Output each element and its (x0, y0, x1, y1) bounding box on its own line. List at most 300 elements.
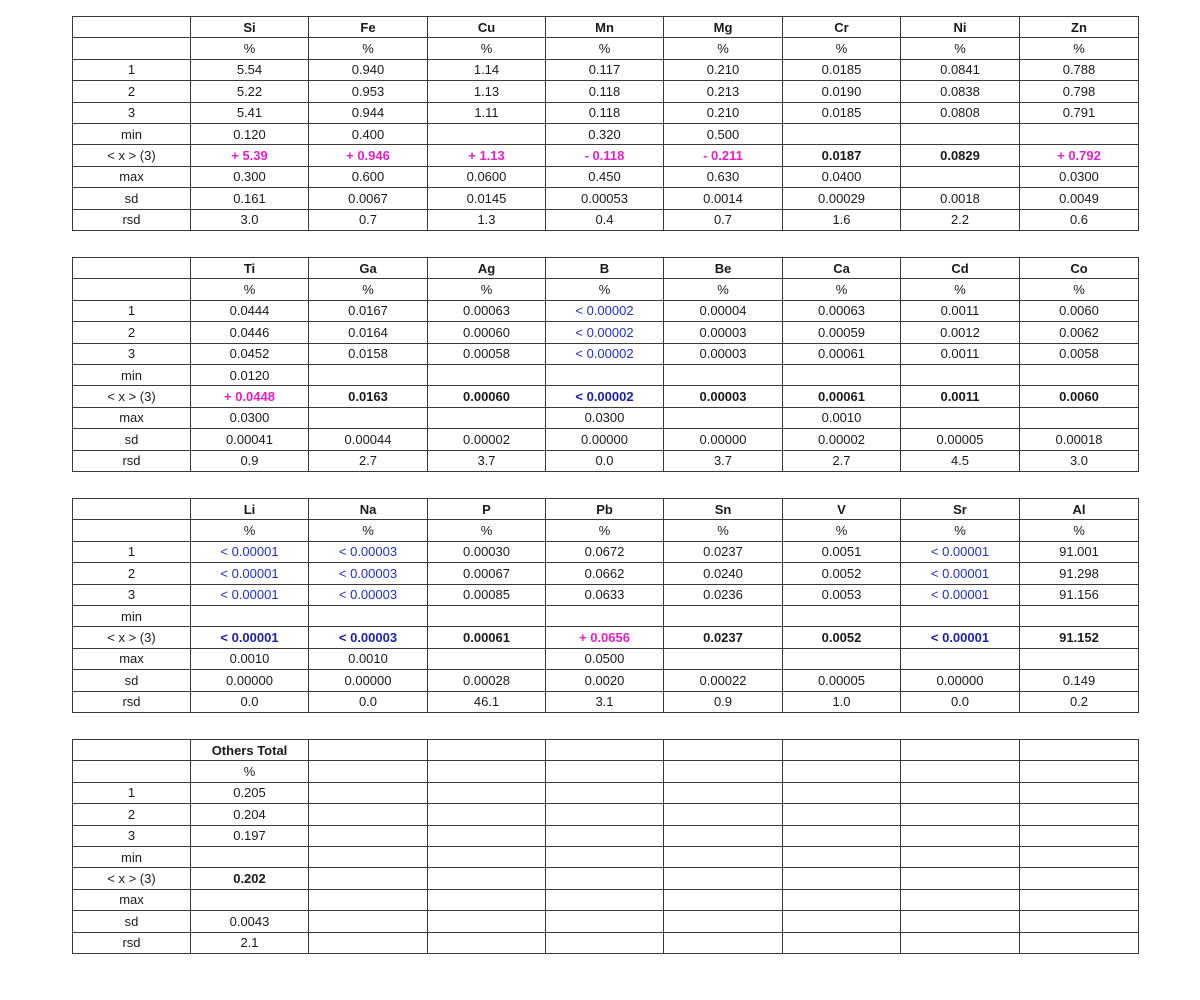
value-cell (309, 889, 428, 910)
element-name: V (783, 499, 901, 520)
row-label: max (73, 166, 191, 187)
table-row (73, 429, 1139, 450)
value-cell: 0.117 (546, 59, 664, 80)
element-header-row (73, 258, 1139, 279)
value-cell: 0.450 (546, 166, 664, 187)
value-cell: 3.7 (664, 450, 783, 471)
unit-label: % (428, 279, 546, 300)
value-cell: 0.00000 (546, 429, 664, 450)
element-name: Be (664, 258, 783, 279)
value-cell: 0.0185 (783, 59, 901, 80)
value-cell (546, 804, 664, 825)
row-label: 1 (73, 782, 191, 803)
value-cell (428, 648, 546, 669)
row-label: sd (73, 911, 191, 932)
unit-label: % (191, 520, 309, 541)
table-row (73, 846, 1139, 867)
unit-row (73, 761, 1139, 782)
element-header-row (73, 740, 1139, 761)
unit-label: % (546, 279, 664, 300)
value-cell: 0.00028 (428, 670, 546, 691)
value-cell (783, 846, 901, 867)
value-cell: 0.0012 (901, 322, 1020, 343)
value-cell: 0.00003 (664, 343, 783, 364)
value-cell (309, 825, 428, 846)
value-cell (901, 911, 1020, 932)
row-label: sd (73, 188, 191, 209)
value-cell: 0.9 (664, 691, 783, 712)
value-cell: 0.149 (1020, 670, 1139, 691)
value-cell: 0.7 (664, 209, 783, 230)
value-cell: 3.0 (191, 209, 309, 230)
element-name (546, 740, 664, 761)
value-cell: 4.5 (901, 450, 1020, 471)
value-cell (428, 825, 546, 846)
value-cell: 0.00067 (428, 563, 546, 584)
row-label (73, 740, 191, 761)
table-row (73, 804, 1139, 825)
unit-label (783, 761, 901, 782)
value-cell: 0.0010 (309, 648, 428, 669)
row-label: rsd (73, 450, 191, 471)
unit-label: % (191, 279, 309, 300)
row-label: 2 (73, 81, 191, 102)
element-name: Sn (664, 499, 783, 520)
unit-label: % (901, 520, 1020, 541)
value-cell (783, 868, 901, 889)
value-cell: 0.0240 (664, 563, 783, 584)
value-cell: < 0.00002 (546, 343, 664, 364)
table-row (73, 648, 1139, 669)
value-cell: 0.0838 (901, 81, 1020, 102)
value-cell: 0.0163 (309, 386, 428, 407)
element-name: Others Total (191, 740, 309, 761)
unit-label: % (546, 520, 664, 541)
value-cell: 0.0672 (546, 541, 664, 562)
value-cell: 0.798 (1020, 81, 1139, 102)
value-cell: + 1.13 (428, 145, 546, 166)
element-name: Pb (546, 499, 664, 520)
element-name: Ca (783, 258, 901, 279)
value-cell (901, 123, 1020, 144)
table-row (73, 300, 1139, 321)
element-name: B (546, 258, 664, 279)
value-cell (546, 868, 664, 889)
table-row (73, 584, 1139, 605)
value-cell: 0.00003 (664, 322, 783, 343)
value-cell: 0.0300 (191, 407, 309, 428)
value-cell: 0.0062 (1020, 322, 1139, 343)
row-label (73, 761, 191, 782)
value-cell: 0.00063 (783, 300, 901, 321)
value-cell (1020, 868, 1139, 889)
value-cell (1020, 846, 1139, 867)
row-label: sd (73, 670, 191, 691)
value-cell: - 0.211 (664, 145, 783, 166)
table-row (73, 782, 1139, 803)
value-cell: 1.11 (428, 102, 546, 123)
table-row (73, 691, 1139, 712)
value-cell: 0.0052 (783, 563, 901, 584)
row-label: 3 (73, 343, 191, 364)
value-cell: 0.0452 (191, 343, 309, 364)
value-cell (1020, 889, 1139, 910)
unit-label: % (664, 38, 783, 59)
value-cell (428, 868, 546, 889)
unit-label: % (191, 38, 309, 59)
unit-label: % (191, 761, 309, 782)
value-cell: 0.0052 (783, 627, 901, 648)
value-cell (428, 364, 546, 385)
value-cell (1020, 825, 1139, 846)
value-cell: 0.00041 (191, 429, 309, 450)
element-table-2 (72, 257, 1139, 472)
value-cell: 0.0067 (309, 188, 428, 209)
table-row (73, 563, 1139, 584)
table-row (73, 81, 1139, 102)
value-cell: 0.0 (309, 691, 428, 712)
value-cell: 0.320 (546, 123, 664, 144)
value-cell (664, 846, 783, 867)
value-cell: 5.54 (191, 59, 309, 80)
unit-label: % (546, 38, 664, 59)
value-cell: 0.0120 (191, 364, 309, 385)
value-cell: < 0.00001 (191, 584, 309, 605)
value-cell (664, 825, 783, 846)
value-cell: 0.00018 (1020, 429, 1139, 450)
value-cell (309, 911, 428, 932)
row-label: 3 (73, 102, 191, 123)
element-name: Zn (1020, 17, 1139, 38)
value-cell (901, 364, 1020, 385)
row-label: 3 (73, 584, 191, 605)
value-cell (783, 648, 901, 669)
value-cell (191, 846, 309, 867)
element-name: Ga (309, 258, 428, 279)
element-name (901, 740, 1020, 761)
value-cell: 0.00030 (428, 541, 546, 562)
unit-label: % (1020, 38, 1139, 59)
value-cell: + 5.39 (191, 145, 309, 166)
value-cell: 0.300 (191, 166, 309, 187)
value-cell: 91.156 (1020, 584, 1139, 605)
value-cell: 1.14 (428, 59, 546, 80)
table-row (73, 407, 1139, 428)
value-cell (309, 846, 428, 867)
table-row (73, 166, 1139, 187)
value-cell: 0.0 (546, 450, 664, 471)
value-cell (783, 932, 901, 953)
value-cell: 0.6 (1020, 209, 1139, 230)
value-cell: 0.00029 (783, 188, 901, 209)
value-cell (1020, 911, 1139, 932)
value-cell (428, 932, 546, 953)
value-cell (901, 804, 1020, 825)
value-cell (309, 782, 428, 803)
row-label: 1 (73, 541, 191, 562)
table-row (73, 59, 1139, 80)
value-cell: 0.213 (664, 81, 783, 102)
row-label: 1 (73, 300, 191, 321)
value-cell (901, 648, 1020, 669)
value-cell (664, 648, 783, 669)
value-cell: - 0.118 (546, 145, 664, 166)
value-cell: 91.001 (1020, 541, 1139, 562)
value-cell (1020, 932, 1139, 953)
row-label: max (73, 648, 191, 669)
value-cell (783, 825, 901, 846)
row-label: sd (73, 429, 191, 450)
value-cell (1020, 804, 1139, 825)
value-cell (901, 166, 1020, 187)
element-name: Li (191, 499, 309, 520)
value-cell: < 0.00001 (191, 563, 309, 584)
value-cell (546, 911, 664, 932)
element-name (664, 740, 783, 761)
value-cell: 0.4 (546, 209, 664, 230)
value-cell (783, 123, 901, 144)
row-label (73, 520, 191, 541)
value-cell: 0.600 (309, 166, 428, 187)
value-cell: 2.7 (309, 450, 428, 471)
value-cell: 0.00061 (428, 627, 546, 648)
table-row (73, 889, 1139, 910)
value-cell: 0.0829 (901, 145, 1020, 166)
value-cell (664, 911, 783, 932)
element-name: Ag (428, 258, 546, 279)
value-cell: 46.1 (428, 691, 546, 712)
value-cell: 3.0 (1020, 450, 1139, 471)
value-cell: 0.0018 (901, 188, 1020, 209)
value-cell: 0.00059 (783, 322, 901, 343)
value-cell: 0.0167 (309, 300, 428, 321)
value-cell: 3.7 (428, 450, 546, 471)
table-row (73, 102, 1139, 123)
value-cell: + 0.792 (1020, 145, 1139, 166)
row-label: < x > (3) (73, 868, 191, 889)
value-cell: 0.0145 (428, 188, 546, 209)
value-cell: 0.00000 (191, 670, 309, 691)
table-row (73, 670, 1139, 691)
value-cell: 0.00000 (901, 670, 1020, 691)
element-name (428, 740, 546, 761)
value-cell: < 0.00001 (191, 541, 309, 562)
value-cell: 0.940 (309, 59, 428, 80)
value-cell (664, 605, 783, 626)
value-cell (546, 889, 664, 910)
value-cell (428, 846, 546, 867)
row-label: max (73, 407, 191, 428)
value-cell: 0.00002 (428, 429, 546, 450)
table-row (73, 188, 1139, 209)
row-label: 2 (73, 322, 191, 343)
value-cell: 0.7 (309, 209, 428, 230)
value-cell: 0.0236 (664, 584, 783, 605)
value-cell (428, 782, 546, 803)
unit-label (546, 761, 664, 782)
value-cell (783, 782, 901, 803)
value-cell: 0.0010 (191, 648, 309, 669)
value-cell: 0.0051 (783, 541, 901, 562)
value-cell (309, 932, 428, 953)
value-cell: 0.00085 (428, 584, 546, 605)
value-cell: 0.2 (1020, 691, 1139, 712)
value-cell: 0.210 (664, 102, 783, 123)
value-cell: 0.161 (191, 188, 309, 209)
table-row (73, 145, 1139, 166)
value-cell (546, 825, 664, 846)
value-cell (901, 407, 1020, 428)
row-label: 1 (73, 59, 191, 80)
table-row (73, 541, 1139, 562)
value-cell: 0.0014 (664, 188, 783, 209)
value-cell: 1.3 (428, 209, 546, 230)
value-cell (309, 868, 428, 889)
value-cell: 0.0500 (546, 648, 664, 669)
value-cell: < 0.00002 (546, 300, 664, 321)
element-name: Na (309, 499, 428, 520)
value-cell: 0.205 (191, 782, 309, 803)
table-row (73, 450, 1139, 471)
unit-label: % (1020, 279, 1139, 300)
element-table-3 (72, 498, 1139, 713)
value-cell: < 0.00001 (901, 563, 1020, 584)
value-cell: 2.7 (783, 450, 901, 471)
table-row (73, 209, 1139, 230)
table-row (73, 123, 1139, 144)
row-label (73, 38, 191, 59)
value-cell: 0.0 (191, 691, 309, 712)
value-cell (309, 364, 428, 385)
value-cell: 0.00061 (783, 343, 901, 364)
unit-label: % (783, 38, 901, 59)
unit-label (309, 761, 428, 782)
row-label: min (73, 364, 191, 385)
value-cell: + 0.0656 (546, 627, 664, 648)
value-cell: 3.1 (546, 691, 664, 712)
value-cell: 0.953 (309, 81, 428, 102)
value-cell: 0.00002 (783, 429, 901, 450)
value-cell: 0.0400 (783, 166, 901, 187)
unit-label: % (783, 279, 901, 300)
unit-label: % (428, 520, 546, 541)
value-cell: 1.0 (783, 691, 901, 712)
value-cell: 0.197 (191, 825, 309, 846)
element-name: P (428, 499, 546, 520)
value-cell: 0.00061 (783, 386, 901, 407)
unit-row (73, 38, 1139, 59)
value-cell (428, 407, 546, 428)
value-cell: 0.630 (664, 166, 783, 187)
value-cell: 1.6 (783, 209, 901, 230)
element-name: Co (1020, 258, 1139, 279)
row-label: max (73, 889, 191, 910)
value-cell: + 0.0448 (191, 386, 309, 407)
unit-label: % (309, 38, 428, 59)
value-cell: < 0.00001 (901, 627, 1020, 648)
value-cell: 0.210 (664, 59, 783, 80)
value-cell: 0.0841 (901, 59, 1020, 80)
element-header-row (73, 499, 1139, 520)
value-cell: 0.0633 (546, 584, 664, 605)
value-cell (664, 782, 783, 803)
row-label: 2 (73, 804, 191, 825)
unit-label (901, 761, 1020, 782)
value-cell (546, 364, 664, 385)
element-name: Fe (309, 17, 428, 38)
value-cell: 0.00063 (428, 300, 546, 321)
element-name: Mg (664, 17, 783, 38)
value-cell: 5.22 (191, 81, 309, 102)
unit-label: % (783, 520, 901, 541)
value-cell: + 0.946 (309, 145, 428, 166)
value-cell: 2.1 (191, 932, 309, 953)
element-name: Si (191, 17, 309, 38)
unit-label: % (901, 279, 1020, 300)
value-cell (546, 932, 664, 953)
value-cell (428, 889, 546, 910)
value-cell (191, 889, 309, 910)
table-row (73, 868, 1139, 889)
value-cell: 0.00060 (428, 386, 546, 407)
row-label (73, 258, 191, 279)
value-cell: 0.0049 (1020, 188, 1139, 209)
value-cell: 0.0444 (191, 300, 309, 321)
value-cell (309, 605, 428, 626)
unit-label: % (664, 279, 783, 300)
value-cell (664, 868, 783, 889)
value-cell (1020, 364, 1139, 385)
value-cell: < 0.00003 (309, 541, 428, 562)
value-cell (901, 782, 1020, 803)
value-cell: 0.204 (191, 804, 309, 825)
value-cell: 0.0060 (1020, 386, 1139, 407)
row-label (73, 17, 191, 38)
value-cell (1020, 123, 1139, 144)
value-cell (1020, 407, 1139, 428)
row-label: min (73, 846, 191, 867)
value-cell: 0.00000 (664, 429, 783, 450)
value-cell: 0.0011 (901, 343, 1020, 364)
value-cell: 0.0237 (664, 627, 783, 648)
table-row (73, 386, 1139, 407)
element-name (783, 740, 901, 761)
value-cell: 0.00003 (664, 386, 783, 407)
element-name: Cr (783, 17, 901, 38)
value-cell: 2.2 (901, 209, 1020, 230)
row-label: < x > (3) (73, 627, 191, 648)
value-cell: 0.0190 (783, 81, 901, 102)
element-table-1 (72, 16, 1139, 231)
value-cell (1020, 648, 1139, 669)
value-cell: 0.00000 (309, 670, 428, 691)
value-cell: < 0.00002 (546, 386, 664, 407)
value-cell (664, 364, 783, 385)
value-cell: 0.791 (1020, 102, 1139, 123)
row-label: 3 (73, 825, 191, 846)
value-cell: 0.00022 (664, 670, 783, 691)
element-name (309, 740, 428, 761)
value-cell: 0.0300 (1020, 166, 1139, 187)
value-cell: 0.0185 (783, 102, 901, 123)
value-cell: 0.0164 (309, 322, 428, 343)
value-cell (428, 123, 546, 144)
value-cell (901, 868, 1020, 889)
value-cell: 0.118 (546, 81, 664, 102)
table-row (73, 627, 1139, 648)
value-cell (1020, 605, 1139, 626)
row-label: min (73, 605, 191, 626)
